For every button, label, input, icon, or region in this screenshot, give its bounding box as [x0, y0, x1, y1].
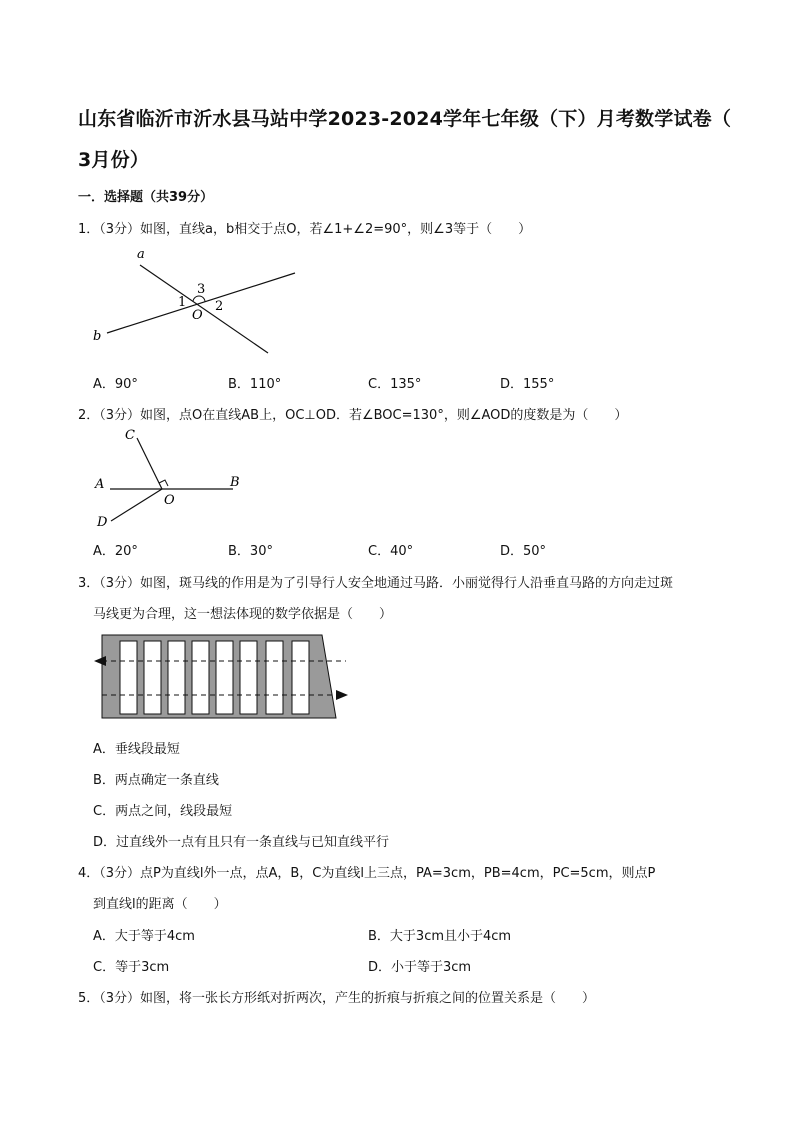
- q3-option-a: A．垂线段最短: [93, 742, 180, 757]
- q1-option-c: C．135°: [368, 377, 422, 392]
- q2-figure: [85, 422, 260, 532]
- q3-stem-line2: 马线更为合理，这一想法体现的数学依据是（ ）: [93, 607, 393, 622]
- label-b: b: [93, 329, 102, 344]
- arrowhead-right: [336, 690, 348, 700]
- q2-stem: 2．（3分）如图，点O在直线AB上，OC⊥OD．若∠BOC=130°，则∠AOD的度数是为（ ）: [78, 408, 628, 423]
- label-2: 2: [215, 299, 224, 314]
- q1-option-a: A．90°: [93, 377, 138, 392]
- q4-option-c: C．等于3cm: [93, 960, 170, 975]
- label-1: 1: [178, 295, 187, 310]
- ray-od: [111, 489, 162, 521]
- label-A: A: [95, 477, 105, 492]
- label-B: B: [230, 475, 240, 490]
- stripe: [144, 641, 161, 714]
- label-D: D: [97, 515, 108, 530]
- stripe: [266, 641, 283, 714]
- exam-title-line1: 山东省临沂市沂水县马站中学2023-2024学年七年级（下）月考数学试卷（: [78, 108, 732, 130]
- q3-option-c: C．两点之间，线段最短: [93, 804, 233, 819]
- q4-option-b: B．大于3cm且小于4cm: [368, 929, 512, 944]
- ray-oc: [137, 438, 162, 489]
- q1-figure: [85, 240, 315, 365]
- stripe: [192, 641, 209, 714]
- label-a: a: [137, 247, 145, 262]
- q3-option-b: B．两点确定一条直线: [93, 773, 219, 788]
- q2-option-a: A．20°: [93, 544, 138, 559]
- q5-stem: 5．（3分）如图，将一张长方形纸对折两次，产生的折痕与折痕之间的位置关系是（ ）: [78, 991, 596, 1006]
- q1-option-b: B．110°: [228, 377, 282, 392]
- zebra-crossing-figure: [92, 632, 354, 722]
- q4-stem-line1: 4．（3分）点P为直线l外一点，点A，B，C为直线l上三点，PA=3cm，PB=4cm，PC=5cm，则点P: [78, 866, 656, 881]
- q2-option-c: C．40°: [368, 544, 414, 559]
- exam-title-line2: 3月份）: [78, 149, 150, 171]
- q4-option-d: D．小于等于3cm: [368, 960, 472, 975]
- stripe: [216, 641, 233, 714]
- label-C: C: [125, 428, 135, 443]
- q4-option-a: A．大于等于4cm: [93, 929, 195, 944]
- label-o: O: [192, 308, 203, 323]
- stripe: [168, 641, 185, 714]
- section-heading: 一．选择题（共39分）: [78, 190, 214, 205]
- arrowhead-left: [94, 656, 106, 666]
- q1-stem: 1．（3分）如图，直线a，b相交于点O，若∠1+∠2=90°，则∠3等于（ ）: [78, 222, 532, 237]
- q3-stem-line1: 3．（3分）如图，斑马线的作用是为了引导行人安全地通过马路．小丽觉得行人沿垂直马路的方向走过斑: [78, 576, 674, 591]
- line-a: [140, 265, 268, 353]
- q1-option-d: D．155°: [500, 377, 555, 392]
- label-O: O: [164, 493, 175, 508]
- q4-stem-line2: 到直线l的距离（ ）: [93, 897, 227, 912]
- stripe: [120, 641, 137, 714]
- q2-option-b: B．30°: [228, 544, 273, 559]
- stripe: [240, 641, 257, 714]
- q2-option-d: D．50°: [500, 544, 547, 559]
- q3-option-d: D．过直线外一点有且只有一条直线与已知直线平行: [93, 835, 390, 850]
- stripe: [292, 641, 309, 714]
- label-3: 3: [197, 282, 206, 297]
